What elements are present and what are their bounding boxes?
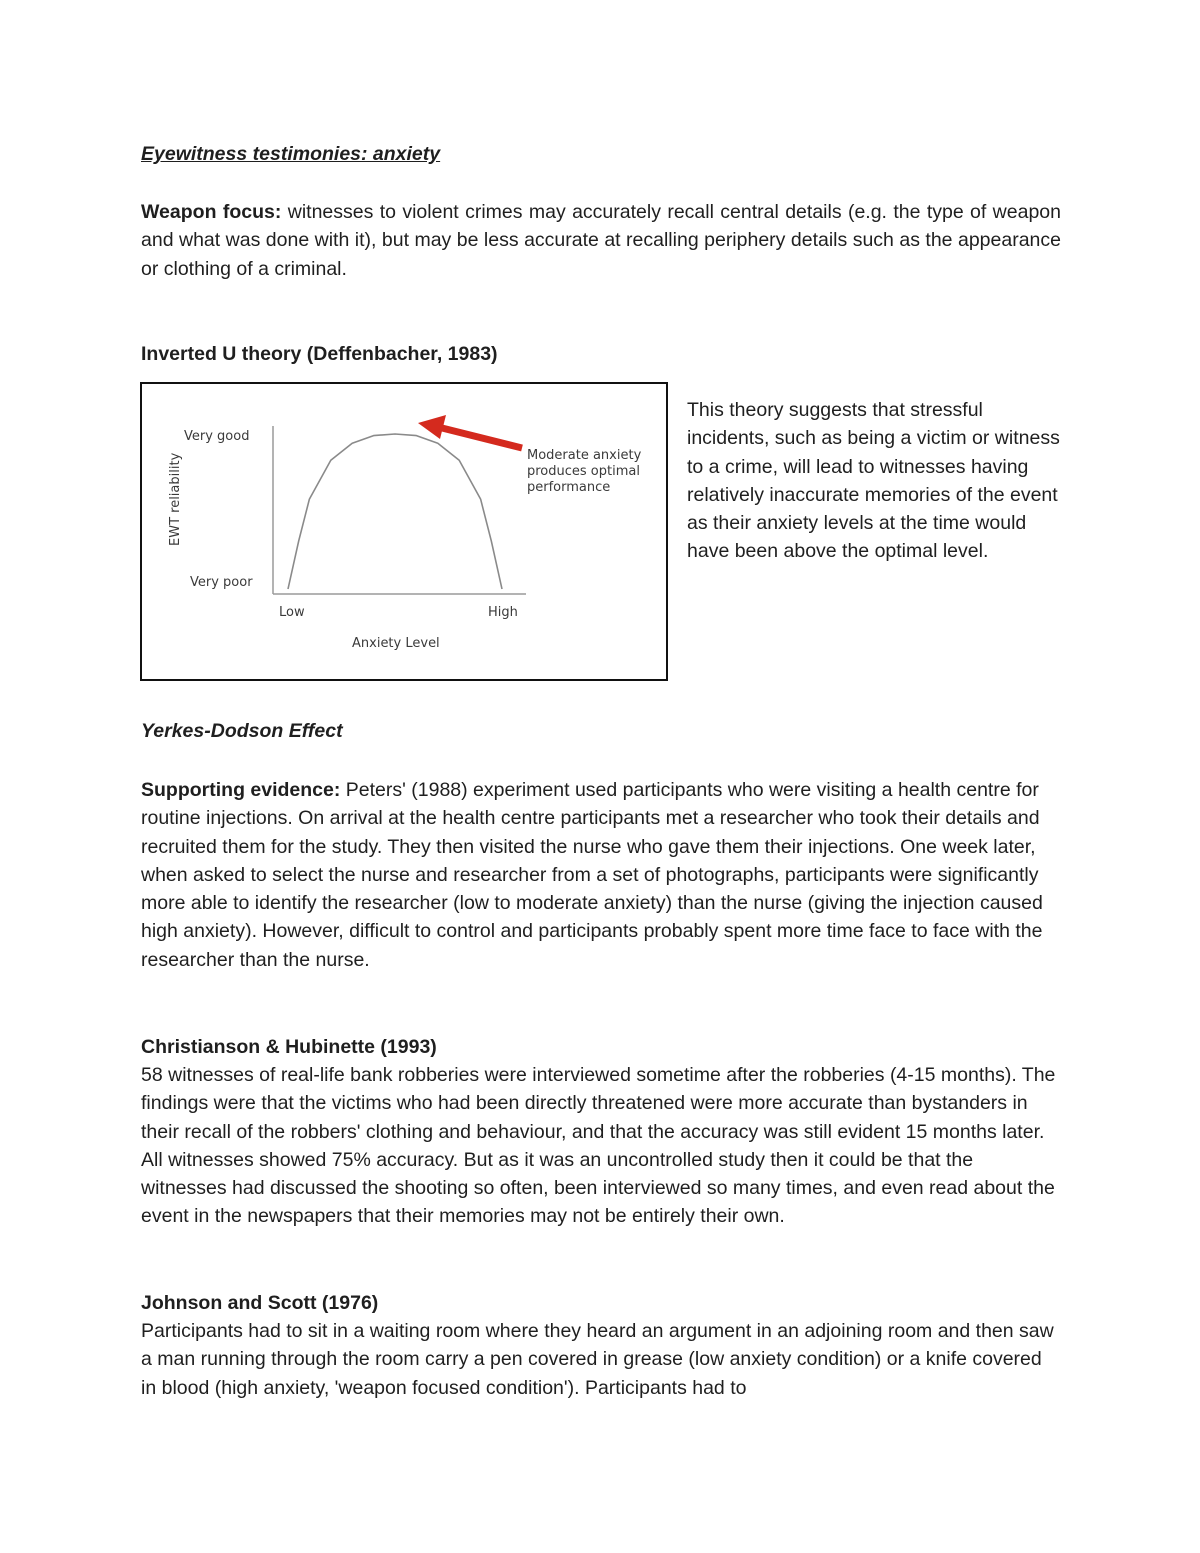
yerkes-dodson-heading: Yerkes-Dodson Effect <box>141 720 343 742</box>
y-tick-very-poor: Very poor <box>190 575 253 590</box>
annotation-line-2: produces optimal <box>527 464 640 479</box>
y-tick-very-good: Very good <box>184 429 250 444</box>
johnson-heading: Johnson and Scott (1976) <box>141 1292 379 1314</box>
weapon-focus-label: Weapon focus: <box>141 201 282 223</box>
supporting-evidence-label: Supporting evidence: <box>141 779 341 801</box>
weapon-focus-paragraph <box>141 198 1061 283</box>
annotation-line-1: Moderate anxiety <box>527 448 642 463</box>
christianson-paragraph: 58 witnesses of real-life bank robberies were interviewed sometime after the robberies (4-15 months). The findings were that the victims who had been directly threatened were more accurate than bystanders in their recall of the robbers' clothing and behaviour, and that the accuracy was still evident 15 months later. All witnesses showed 75% accuracy. But as it was an uncontrolled study then it could be that the witnesses had discussed the shooting so often, been interviewed so many times, and even read about the event in the newspapers that their memories may not be entirely their own. <box>141 1064 1056 1228</box>
annotation-line-3: performance <box>527 480 611 495</box>
document-title: Eyewitness testimonies: anxiety <box>141 143 441 165</box>
annotation-arrow-shaft <box>438 427 522 448</box>
supporting-evidence-text: Peters' (1988) experiment used participants who were visiting a health centre for routine injections. On arrival at the health centre participants met a researcher who took their details and recruited them for the study. They then visited the nurse who gave them their injections. One week later, when asked to select the nurse and researcher from a set of photographs, participants were significantly more able to identify the researcher (low to moderate anxiety) than the nurse (giving the injection caused high anxiety). However, difficult to control and participants probably spent more time face to face with the researcher than the nurse. <box>141 779 1043 971</box>
x-tick-low: Low <box>279 605 305 620</box>
supporting-evidence-paragraph <box>141 776 1061 974</box>
x-axis-title: Anxiety Level <box>352 636 440 651</box>
x-tick-high: High <box>488 605 518 620</box>
inverted-u-heading: Inverted U theory (Deffenbacher, 1983) <box>141 343 498 365</box>
y-axis-title: EWT reliability <box>168 452 183 546</box>
inverted-u-curve <box>288 434 502 589</box>
weapon-focus-text: witnesses to violent crimes may accurately recall central details (e.g. the type of weapon and what was done with it), but may be less accurate at recalling periphery details such as the appearance or clothing of a criminal. <box>141 201 1061 280</box>
annotation-arrow-head <box>418 415 446 439</box>
johnson-paragraph: Participants had to sit in a waiting room where they heard an argument in an adjoining room and then saw a man running through the room carry a pen covered in grease (low anxiety condition) or a knife covered in blood (high anxiety, 'weapon focused condition'). Participants had to <box>141 1320 1054 1399</box>
inverted-u-chart <box>142 384 666 679</box>
christianson-heading: Christianson & Hubinette (1993) <box>141 1036 437 1058</box>
inverted-u-figure <box>140 382 668 681</box>
inverted-u-description: This theory suggests that stressful incidents, such as being a victim or witness to a crime, will lead to witnesses having relatively inaccurate memories of the event as their anxiety levels at the time would have been above the optimal level. <box>687 399 1060 563</box>
